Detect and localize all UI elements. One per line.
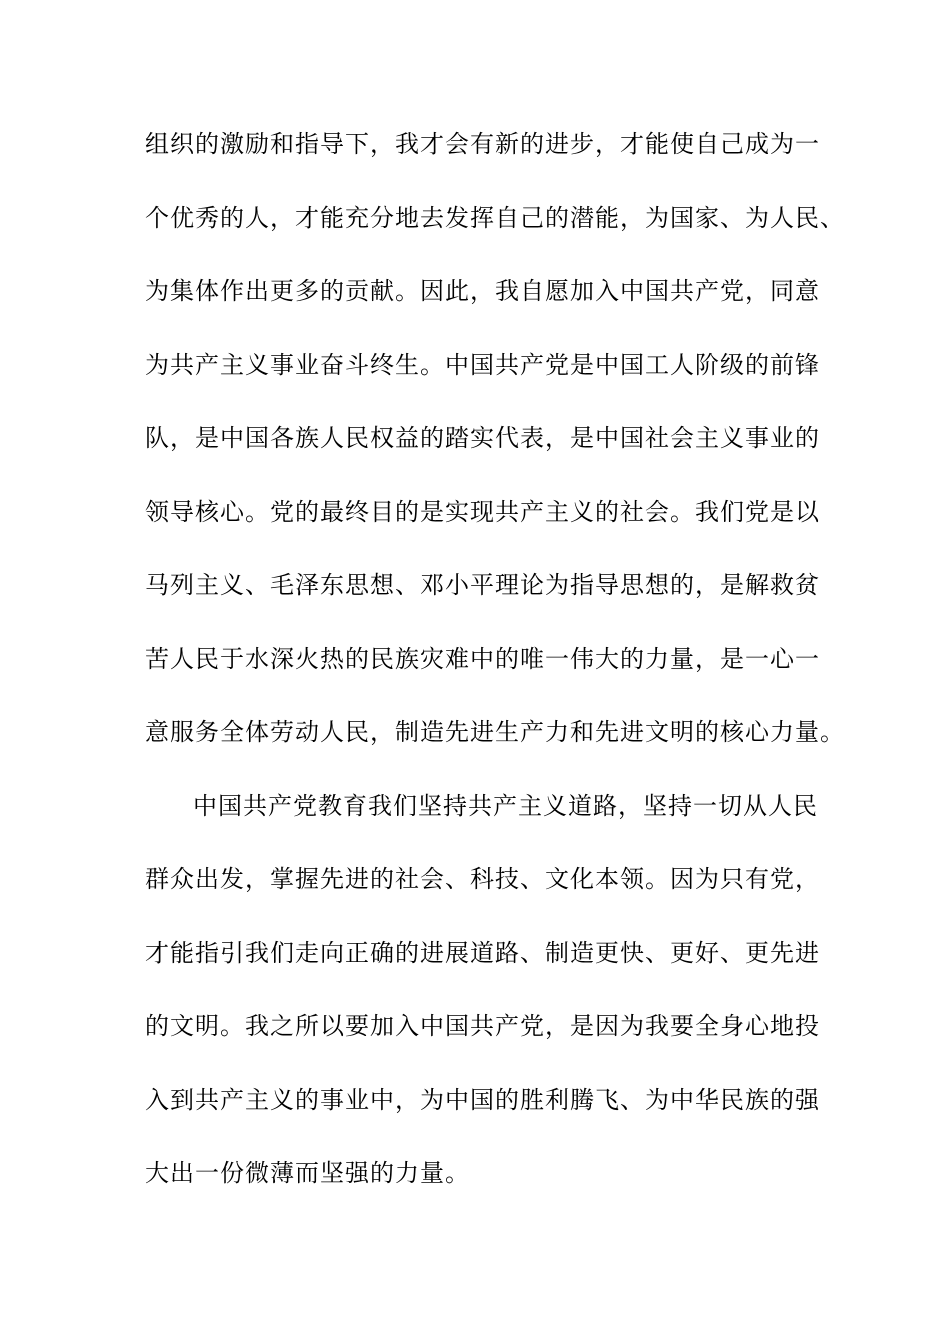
text-line: 意服务全体劳动人民，制造先进生产力和先进文明的核心力量。 — [145, 718, 845, 746]
text-line: 的文明。我之所以要加入中国共产党，是因为我要全身心地投 — [145, 1012, 820, 1040]
body-text — [145, 126, 845, 1229]
text-line: 组织的激励和指导下，我才会有新的进步，才能使自己成为一 — [145, 130, 820, 158]
text-line: 为集体作出更多的贡献。因此，我自愿加入中国共产党，同意 — [145, 277, 820, 305]
text-line: 队，是中国各族人民权益的踏实代表，是中国社会主义事业的 — [145, 424, 820, 452]
text-line: 才能指引我们走向正确的进展道路、制造更快、更好、更先进 — [145, 938, 820, 967]
text-line: 大出一份微薄而坚强的力量。 — [145, 1159, 470, 1187]
text-line: 领导核心。党的最终目的是实现共产主义的社会。我们党是以 — [145, 497, 820, 526]
text-line: 马列主义、毛泽东思想、邓小平理论为指导思想的，是解救贫 — [145, 571, 820, 599]
text-line: 苦人民于水深火热的民族灾难中的唯一伟大的力量，是一心一 — [145, 644, 820, 673]
text-line: 为共产主义事业奋斗终生。中国共产党是中国工人阶级的前锋 — [145, 350, 820, 379]
text-line: 个优秀的人，才能充分地去发挥自己的潜能，为国家、为人民、 — [145, 203, 845, 232]
paragraph-start-line: 中国共产党教育我们坚持共产主义道路，坚持一切从人民 — [193, 791, 818, 820]
text-line: 入到共产主义的事业中，为中国的胜利腾飞、为中华民族的强 — [145, 1085, 820, 1114]
text-line: 群众出发，掌握先进的社会、科技、文化本领。因为只有党， — [145, 865, 820, 893]
